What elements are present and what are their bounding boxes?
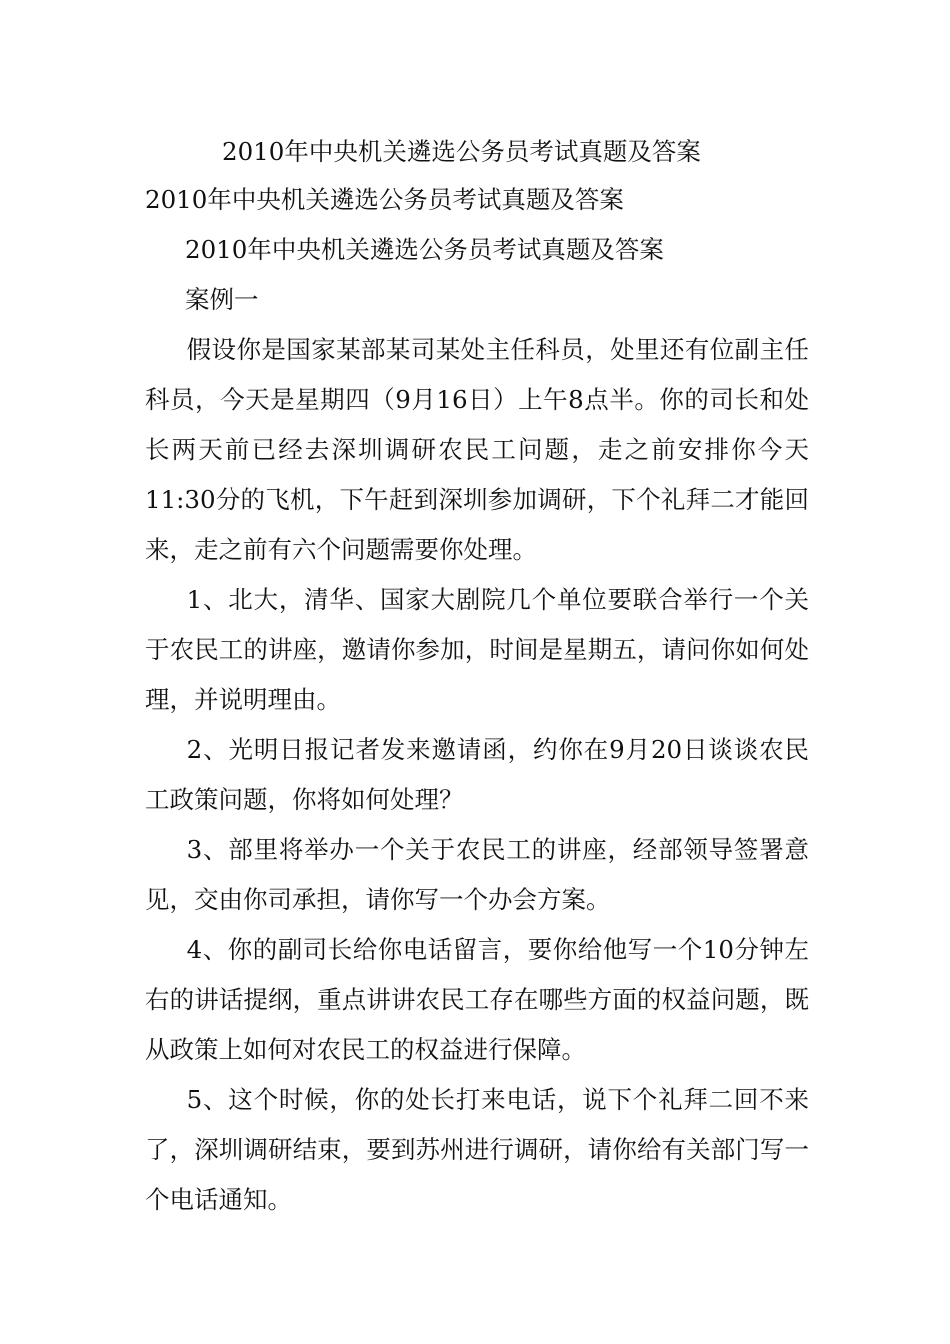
question-2: 2、光明日报记者发来邀请函，约你在9月20日谈谈农民工政策问题，你将如何处理？: [145, 735, 809, 814]
case-intro-paragraph: 假设你是国家某部某司某处主任科员，处里还有位副主任科员，今天是星期四（9月16日）上午8点半。你的司长和处长两天前已经去深圳调研农民工问题，走之前安排你今天11:30分的飞机，下午赶到深圳参加调研，下个礼拜二才能回来，走之前有六个问题需要你处理。: [145, 335, 809, 564]
question-5: 5、这个时候，你的处长打来电话，说下个礼拜二回不来了，深圳调研结束，要到苏州进行调研，请你给有关部门写一个电话通知。: [145, 1085, 809, 1214]
question-1: 1、北大，清华、国家大剧院几个单位要联合举行一个关于农民工的讲座，邀请你参加，时间是星期五，请问你如何处理，并说明理由。: [145, 585, 809, 714]
document-title-repeat: 2010年中央机关遴选公务员考试真题及答案: [145, 185, 624, 214]
case-heading: 案例一: [185, 285, 259, 314]
question-3: 3、部里将举办一个关于农民工的讲座，经部领导签署意见，交由你司承担，请你写一个办会方案。: [145, 835, 809, 914]
question-4: 4、你的副司长给你电话留言，要你给他写一个10分钟左右的讲话提纲，重点讲讲农民工存在哪些方面的权益问题，既从政策上如何对农民工的权益进行保障。: [145, 935, 809, 1064]
document-title: 2010年中央机关遴选公务员考试真题及答案: [222, 137, 701, 166]
document-title-repeat: 2010年中央机关遴选公务员考试真题及答案: [185, 235, 664, 264]
